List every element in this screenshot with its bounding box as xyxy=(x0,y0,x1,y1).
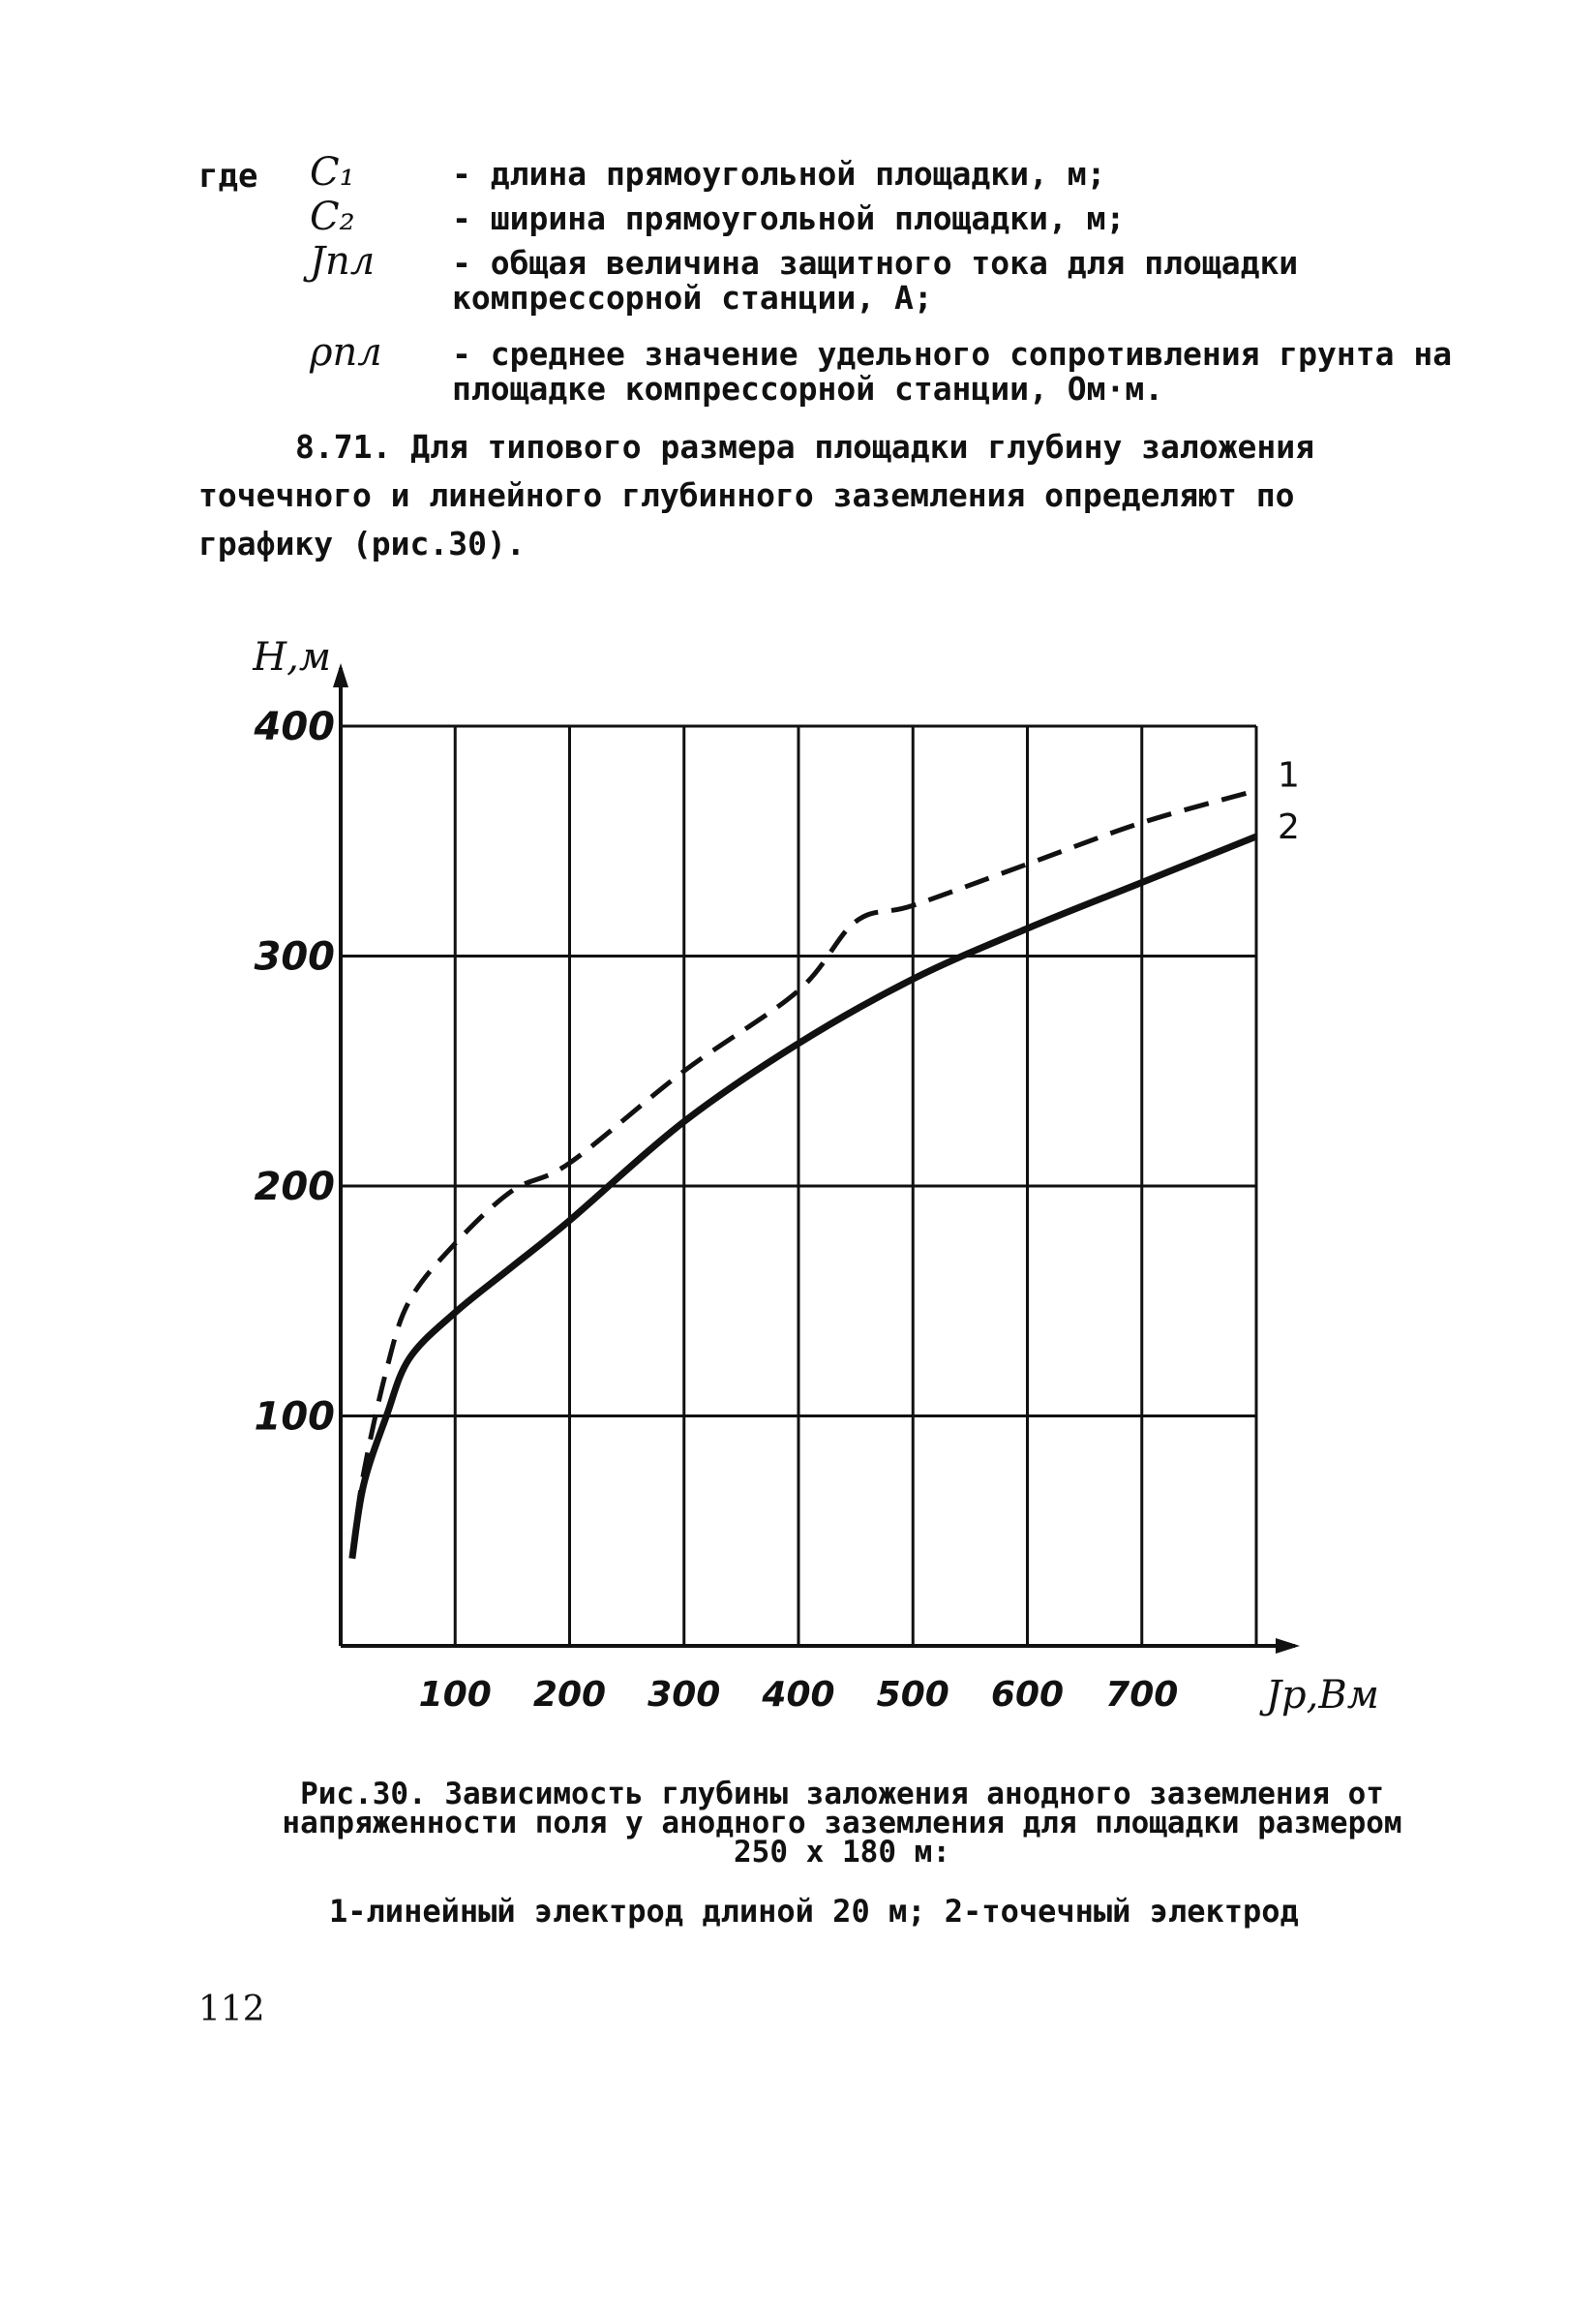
definition-text: - среднее значение удельного сопротивления грунта на площадке компрессорной станции, Ом·м. xyxy=(452,335,1453,408)
series-label-2: 2 xyxy=(1278,807,1300,847)
y-axis-arrow xyxy=(333,663,348,687)
x-tick-label: 500 xyxy=(876,1675,949,1715)
y-axis-label: H,м xyxy=(253,635,331,680)
y-tick-label: 300 xyxy=(254,934,335,980)
definition-symbol: Jпл xyxy=(310,239,376,284)
y-tick-label: 400 xyxy=(254,705,335,749)
series-label-1: 1 xyxy=(1278,755,1300,796)
definitions-lead: где xyxy=(198,157,258,196)
definition-row xyxy=(198,150,1437,199)
definition-text: - ширина прямоугольной площадки, м; xyxy=(452,199,1126,237)
figure-caption: Рис.30. Зависимость глубины заложения анодного заземления от напряженности поля у анодного заземления для площадки размером 250 х 180 м: xyxy=(282,1777,1402,1870)
depth-chart xyxy=(213,620,1379,1718)
definition-row xyxy=(198,195,1437,244)
definition-symbol: ρпл xyxy=(310,330,382,375)
x-tick-label: 400 xyxy=(762,1675,835,1715)
chart-svg xyxy=(213,620,1379,1718)
definition-row xyxy=(198,330,1453,426)
x-axis-arrow xyxy=(1276,1638,1300,1654)
body-paragraph: 8.71. Для типового размера площадки глубину заложения точечного и линейного глубинного заземления определяют по графику (рис.30). xyxy=(198,428,1314,563)
x-tick-label: 700 xyxy=(1105,1675,1179,1715)
figure-legend: 1-линейный электрод длиной 20 м; 2-точечный электрод xyxy=(329,1893,1299,1930)
x-tick-label: 300 xyxy=(647,1675,721,1715)
definitions-block xyxy=(198,150,1453,426)
page-number: 112 xyxy=(198,1990,265,2029)
definition-text: - длина прямоугольной площадки, м; xyxy=(452,155,1106,193)
x-tick-label: 100 xyxy=(418,1675,492,1715)
x-axis-label: Jp,Вм xyxy=(1266,1673,1379,1718)
y-tick-label: 100 xyxy=(254,1394,335,1440)
series-line-2 xyxy=(352,836,1256,1559)
definition-symbol: C₂ xyxy=(310,195,355,239)
x-tick-label: 600 xyxy=(990,1675,1065,1715)
series-line-1 xyxy=(352,791,1256,1555)
definition-symbol: C₁ xyxy=(310,150,355,195)
definition-row xyxy=(198,239,1437,335)
definition-text: - общая величина защитного тока для площадки компрессорной станции, А; xyxy=(452,244,1299,317)
y-tick-label: 200 xyxy=(254,1165,335,1209)
x-tick-label: 200 xyxy=(532,1675,607,1715)
